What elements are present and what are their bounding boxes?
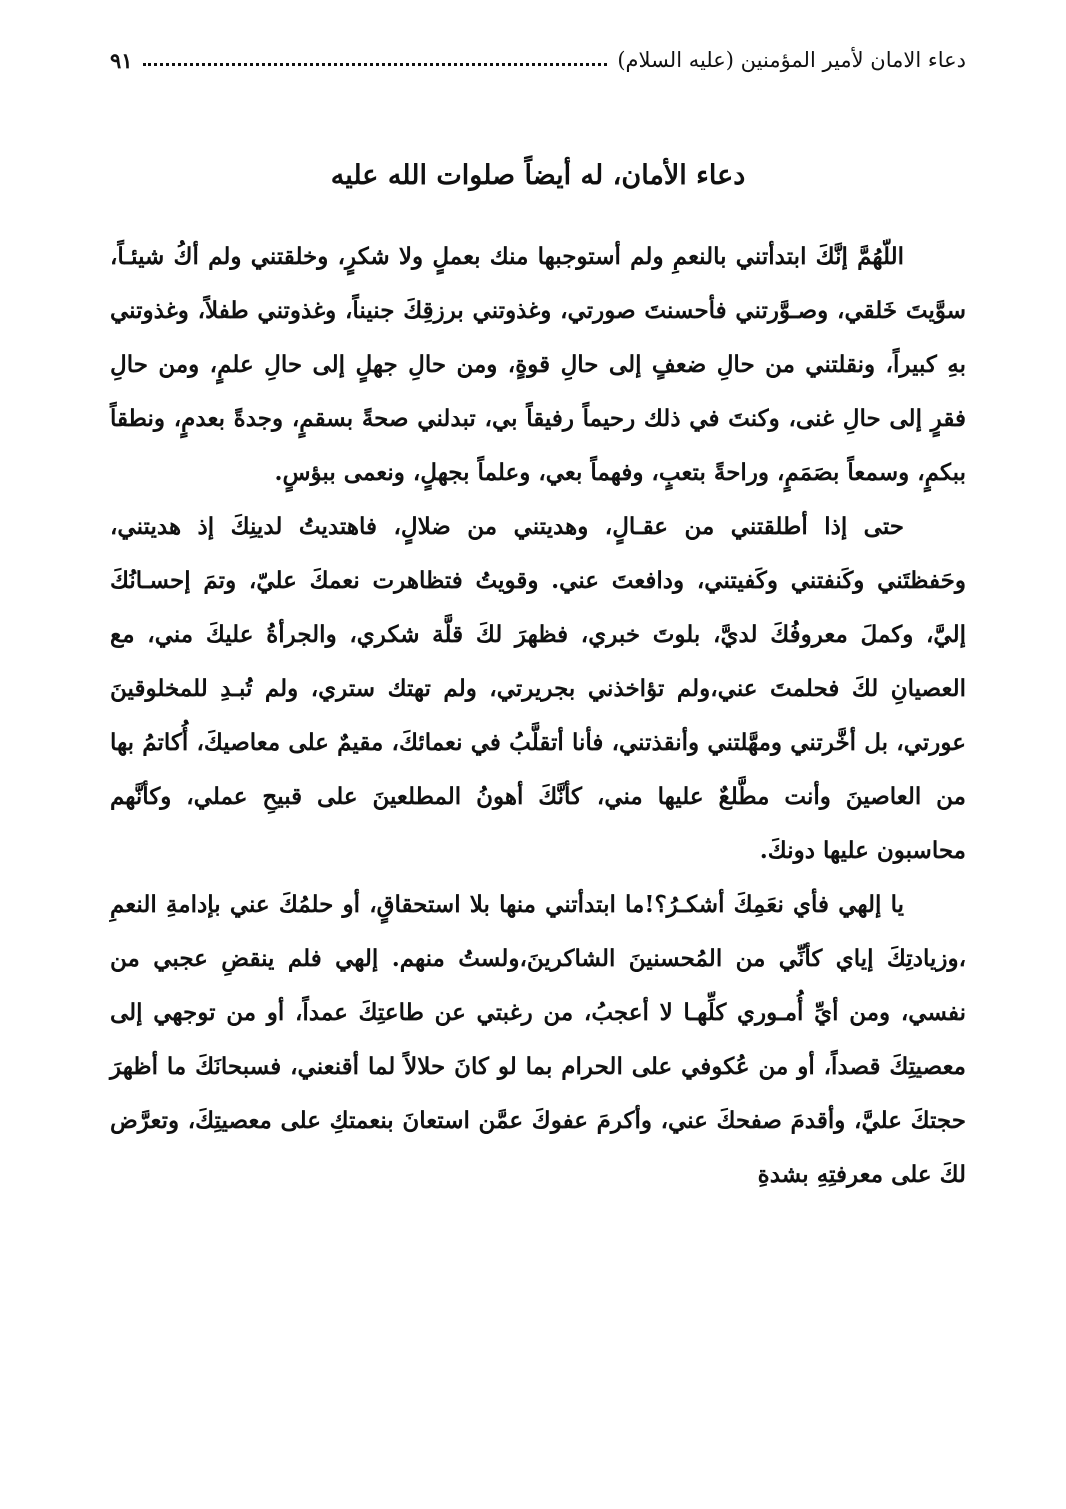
paragraph-1: اللّهُمَّ إنَّكَ ابتدأتني بالنعمِ ولم أستوجبها منك بعملٍ ولا شكرٍ، وخلقتني ولم أكُ شيئـاً، سوَّيتَ خَلقي، وصـوَّرتني فأحسنتَ صورتي، وغذوتني برزقِكَ جنيناً، وغذوتني طفلاً، وغذوتني بهِ كبيراً، ونقلتني من حالِ ضعفٍ إلى حالِ قوةٍ، ومن حالِ جهلٍ إلى حالِ علمٍ، ومن حالِ فقرٍ إلى حالِ غنى، وكنتَ في ذلك رحيماً رفيقاً بي، تبدلني صحةً بسقمٍ، وجدةً بعدمٍ، ونطقاً ببكمٍ، وسمعاً بصَمَمٍ، وراحةً بتعبٍ، وفهماً بعي، وعلماً بجهلٍ، ونعمى ببؤسٍ. bbox=[110, 243, 966, 486]
running-title: دعاء الامان لأمير المؤمنين (عليه السلام) bbox=[617, 48, 966, 72]
paragraph-2: حتى إذا أطلقتني من عقـالٍ، وهديتني من ضلالٍ، فاهتديتُ لدينِكَ إذ هديتني، وحَفظتَني وكَنفتني وكَفيتني، ودافعتَ عني. وقويتُ فتظاهرت نعمكَ عليّ، وتمَ إحسـانُكَ إليَّ، وكملَ معروفُكَ لديَّ، بلوتَ خبري، فظهرَ لكَ قلَّة شكري، والجرأةُ عليكَ مني، مع العصيانِ لكَ فحلمتَ عني،ولم تؤاخذني بجريرتي، ولم تهتك ستري، ولم تُبـدِ للمخلوقينَ عورتي، بل أخَّرتني ومهَّلتني وأنقذتني، فأنا أتقلَّبُ في نعمائكَ، مقيمٌ على معاصيكَ، أُكاتمُ بها من العاصينَ وأنت مطَّلعٌ عليها مني، كأنَّكَ أهونُ المطلعينَ على قبيحِ عملي، وكأنَّهم محاسبون عليها دونكَ. bbox=[110, 513, 966, 864]
dot-leader bbox=[143, 63, 608, 66]
paragraph-3: يا إلهي فأي نعَمِكَ أشكـرُ؟!ما ابتدأتني منها بلا استحقاقٍ، أو حلمُكَ عني بإدامةِ النعمِ ،وزيادتِكَ إياي كأنِّي من المُحسنينَ الشاكرينَ،ولستُ منهم. إلهي فلم ينقضِ عجبي من نفسي، ومن أيِّ أُمـوري كلِّهـا لا أعجبُ، من رغبتي عن طاعتِكَ عمداً، أو من توجهي إلى معصيتِكَ قصداً، أو من عُكوفي على الحرام بما لو كانَ حلالاً لما أقنعني، فسبحانَكَ ما أظهرَ حجتكَ عليَّ، وأقدمَ صفحكَ عني، وأكرمَ عفوكَ عمَّن استعانَ بنعمتكِ على معصيتِكَ، وتعرَّض لكَ على معرفتِهِ بشدةِ bbox=[110, 891, 966, 1188]
section-title: دعاء الأمان، له أيضاً صلوات الله عليه bbox=[330, 160, 746, 191]
page-number: ٩١ bbox=[110, 47, 133, 73]
running-header bbox=[110, 40, 966, 80]
body-text bbox=[110, 230, 966, 1202]
